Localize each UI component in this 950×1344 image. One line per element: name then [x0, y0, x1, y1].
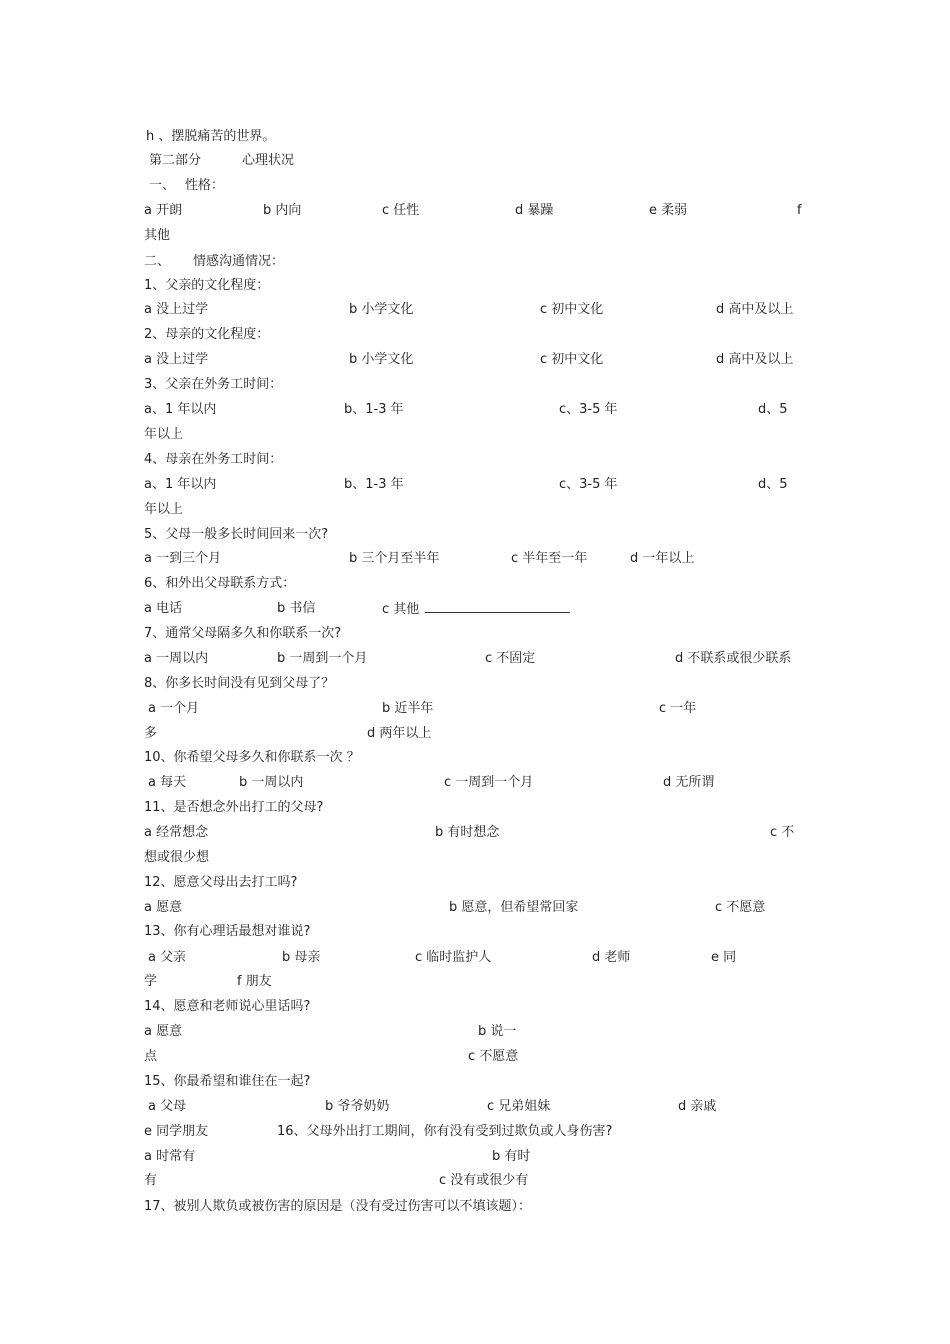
option-b: b 近半年: [382, 701, 434, 716]
option-f-text: 其他: [144, 228, 171, 243]
question-16-text: 16、父母外出打工期间，你有没有受到过欺负或人身伤害?: [277, 1124, 613, 1139]
option-c: c 一周到一个月: [444, 775, 534, 790]
fill-in-blank[interactable]: [425, 599, 570, 613]
question-text: 11、是否想念外出打工的父母?: [144, 800, 324, 815]
question-text: 6、和外出父母联系方式：: [144, 576, 296, 591]
option-a: a、1 年以内: [144, 402, 217, 417]
option-c: c 初中文化: [540, 352, 604, 367]
option-d: d 高中及以上: [716, 302, 794, 317]
option-a: a 愿意: [144, 900, 183, 915]
option-a: a 一周以内: [144, 651, 209, 666]
option-b: b 小学文化: [349, 352, 414, 367]
question-text: 14、愿意和老师说心里话吗?: [144, 999, 311, 1014]
option-a: a 每天: [148, 775, 187, 790]
option-b: b 内向: [263, 203, 302, 218]
option-c: c、3-5 年: [559, 477, 618, 492]
option-f: f: [797, 203, 802, 218]
option-d: d、5: [758, 402, 788, 417]
subsection-title: 性格：: [185, 178, 225, 193]
option-b: b 说一: [478, 1024, 517, 1039]
question-text: 15、你最希望和谁住在一起?: [144, 1074, 311, 1089]
question-text: 4、母亲在外务工时间：: [144, 452, 283, 467]
option-b: b、1-3 年: [344, 402, 404, 417]
question-text: 7、通常父母隔多久和你联系一次?: [144, 626, 342, 641]
option-b-text: 点: [144, 1049, 158, 1064]
option-c: [382, 599, 570, 620]
option-b: b 小学文化: [349, 302, 414, 317]
option-b: b 书信: [277, 601, 316, 616]
option-b: b 愿意，但希望常回家: [449, 900, 579, 915]
option-text: h 、摆脱痛苦的世界。: [146, 129, 276, 144]
option-c: c 没有或很少有: [439, 1173, 529, 1188]
option-b: b 爷爷奶奶: [325, 1099, 390, 1114]
section-number: 第二部分: [149, 153, 202, 168]
option-c: c 任性: [382, 203, 420, 218]
option-a: a 时常有: [144, 1149, 196, 1164]
section-title: 心理状况: [242, 153, 295, 168]
option-a: a 父亲: [148, 950, 187, 965]
option-d-text: 年以上: [144, 502, 184, 517]
option-d: d 高中及以上: [716, 352, 794, 367]
option-a: a 一到三个月: [144, 551, 222, 566]
question-text: 13、你有心理话最想对谁说?: [144, 924, 311, 939]
option-c: c 不: [770, 825, 795, 840]
option-d: d、5: [758, 477, 788, 492]
option-d: d 不联系或很少联系: [675, 651, 792, 666]
subsection-title: 情感沟通情况：: [193, 254, 285, 269]
option-c: c 不固定: [485, 651, 536, 666]
option-e: e 同学朋友: [144, 1124, 209, 1139]
option-a: a、1 年以内: [144, 477, 217, 492]
option-a: a 经常想念: [144, 825, 209, 840]
option-d: d 亲戚: [678, 1099, 717, 1114]
option-d: d 无所谓: [663, 775, 715, 790]
option-b-text: 有: [144, 1173, 158, 1188]
option-c: c、3-5 年: [559, 402, 618, 417]
option-d: d 一年以上: [630, 551, 695, 566]
option-a: a 一个月: [148, 701, 200, 716]
option-f: f 朋友: [237, 974, 272, 989]
question-text: 1、父亲的文化程度：: [144, 278, 270, 293]
option-e: e 柔弱: [649, 203, 688, 218]
option-c: c 不愿意: [715, 900, 766, 915]
option-c: c 初中文化: [540, 302, 604, 317]
option-c: c 兄弟姐妹: [487, 1099, 551, 1114]
subsection-number: 二、: [144, 254, 171, 269]
option-a: a 父母: [148, 1099, 187, 1114]
option-d: d 老师: [592, 950, 631, 965]
option-c: c 不愿意: [468, 1049, 519, 1064]
question-text: 17、被别人欺负或被伤害的原因是（没有受过伤害可以不填该题）：: [144, 1199, 532, 1214]
question-text: 10、你希望父母多久和你联系一次 ？: [144, 750, 360, 765]
option-c-text: 多: [144, 726, 158, 741]
option-a: a 电话: [144, 601, 183, 616]
option-d: d 两年以上: [367, 726, 432, 741]
option-b: b 三个月至半年: [349, 551, 440, 566]
option-c-label: c 其他: [382, 602, 420, 617]
option-a: a 没上过学: [144, 352, 209, 367]
option-c: c 一年: [659, 701, 697, 716]
option-c: c 临时监护人: [415, 950, 492, 965]
option-b: b 有时想念: [435, 825, 500, 840]
option-a: a 没上过学: [144, 302, 209, 317]
option-e: e 同: [711, 950, 737, 965]
question-text: 2、母亲的文化程度：: [144, 327, 270, 342]
option-a: a 开朗: [144, 203, 183, 218]
subsection-number: 一、: [149, 178, 176, 193]
option-d-text: 年以上: [144, 427, 184, 442]
option-a: a 愿意: [144, 1024, 183, 1039]
option-b: b 一周到一个月: [277, 651, 368, 666]
option-b: b 母亲: [282, 950, 321, 965]
question-text: 8、你多长时间没有见到父母了？: [144, 676, 335, 691]
option-d: d 暴躁: [515, 203, 554, 218]
option-b: b 一周以内: [239, 775, 304, 790]
option-c: c 半年至一年: [511, 551, 588, 566]
option-e-text: 学: [144, 974, 158, 989]
option-c-text: 想或很少想: [144, 850, 210, 865]
question-text: 5、父母一般多长时间回来一次?: [144, 527, 329, 542]
question-text: 3、父亲在外务工时间：: [144, 377, 283, 392]
option-b: b、1-3 年: [344, 477, 404, 492]
question-text: 12、愿意父母出去打工吗?: [144, 875, 298, 890]
option-b: b 有时: [492, 1149, 531, 1164]
